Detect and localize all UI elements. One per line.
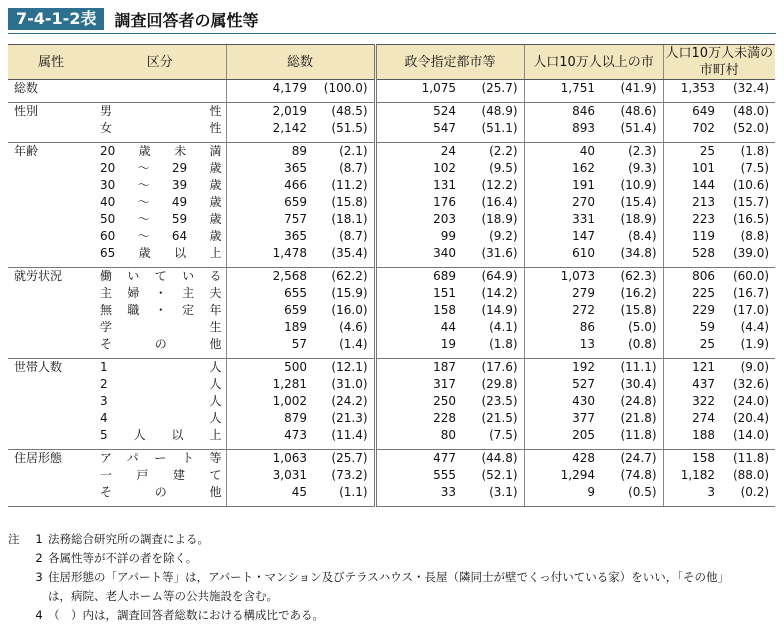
count-cell: 188 [663,427,719,444]
table-row [8,302,775,319]
count-cell: 1,075 [375,80,460,98]
row-label: 3 人 [100,394,222,408]
ratio-cell: (24.0) [732,394,770,408]
table-row [8,103,775,121]
count-cell: 3 [663,484,719,501]
note-text: 住居形態の「アパート等」は，アパート・マンション及びテラスハウス・長屋（隣同士が壁でくっ付いている家）をいい，「その他」 [48,570,729,584]
count-cell: 1,073 [524,268,599,286]
count-cell: 757 [226,211,311,228]
count-cell: 649 [663,103,719,121]
count-cell: 86 [524,319,599,336]
count-cell: 1,182 [663,467,719,484]
ratio-cell: (0.5) [628,485,657,499]
ratio-cell: (11.2) [331,178,368,192]
ratio-cell: (62.2) [331,269,368,283]
table-row [8,410,775,427]
count-cell: 33 [375,484,460,501]
ratio-cell: (24.7) [620,451,657,465]
category-label [8,177,94,194]
header-total: 総数 [226,45,375,80]
table-row [8,228,775,245]
category-label [8,245,94,262]
count-cell: 57 [226,336,311,353]
category-label [8,376,94,393]
count-cell: 331 [524,211,599,228]
ratio-cell: (39.0) [732,246,770,260]
ratio-cell: (12.1) [331,360,368,374]
ratio-cell: (17.6) [481,360,518,374]
count-cell: 340 [375,245,460,262]
ratio-cell: (0.8) [628,337,657,351]
ratio-cell: (1.8) [740,144,770,158]
header-designated-cities: 政令指定都市等 [375,45,524,80]
category-label [8,427,94,444]
table-row [8,268,775,286]
table-row [8,245,775,262]
ratio-cell: (1.9) [740,337,770,351]
ratio-cell: (11.4) [331,428,368,442]
count-cell: 250 [375,393,460,410]
count-cell: 158 [663,450,719,468]
category-label [8,160,94,177]
row-label: 一戸建て [100,468,222,482]
count-cell: 158 [375,302,460,319]
ratio-cell: (88.0) [732,468,770,482]
note-lead: 注 [8,532,20,546]
category-label [8,336,94,353]
count-cell: 25 [663,143,719,161]
note-lead [8,568,30,587]
count-cell: 25 [663,336,719,353]
count-cell: 279 [524,285,599,302]
ratio-cell: (52.1) [481,468,518,482]
count-cell: 229 [663,302,719,319]
count-cell: 437 [663,376,719,393]
count-cell: 119 [663,228,719,245]
row-label: 無職・定年 [100,303,222,317]
row-label: 20 歳 未 満 [100,144,222,158]
table-row [8,143,775,161]
ratio-cell: (1.8) [489,337,518,351]
ratio-cell: (21.8) [620,411,657,425]
count-cell: 102 [375,160,460,177]
ratio-cell: (11.8) [732,451,770,465]
note-number: 3 [35,570,43,584]
count-cell: 99 [375,228,460,245]
header-row [8,45,775,80]
note-line [8,587,778,606]
ratio-cell: (4.4) [740,320,770,334]
ratio-cell: (48.9) [481,104,518,118]
count-cell: 689 [375,268,460,286]
count-cell: 879 [226,410,311,427]
ratio-cell: (100.0) [323,81,368,95]
count-cell: 228 [375,410,460,427]
table-row [8,393,775,410]
table-row [8,160,775,177]
count-cell: 528 [663,245,719,262]
count-cell: 2,019 [226,103,311,121]
ratio-cell: (51.4) [620,121,657,135]
ratio-cell: (5.0) [628,320,657,334]
count-cell: 4,179 [226,80,311,98]
ratio-cell: (16.7) [732,286,770,300]
ratio-cell: (51.5) [331,121,368,135]
ratio-cell: (10.9) [620,178,657,192]
ratio-cell: (3.1) [489,485,518,499]
ratio-cell: (64.9) [481,269,518,283]
ratio-cell: (2.2) [489,144,518,158]
ratio-cell: (11.8) [620,428,657,442]
count-cell: 40 [524,143,599,161]
ratio-cell: (4.1) [489,320,518,334]
count-cell: 702 [663,120,719,137]
count-cell: 101 [663,160,719,177]
ratio-cell: (74.8) [620,468,657,482]
count-cell: 1,751 [524,80,599,98]
ratio-cell: (29.8) [481,377,518,391]
count-cell: 45 [226,484,311,501]
ratio-cell: (14.0) [732,428,770,442]
count-cell: 176 [375,194,460,211]
ratio-cell: (44.8) [481,451,518,465]
ratio-cell: (4.6) [339,320,368,334]
category-label: 総数 [14,81,39,95]
count-cell: 1,478 [226,245,311,262]
table-row [8,336,775,353]
category-label [8,484,94,501]
note-text: 法務総合研究所の調査による。 [48,532,209,546]
ratio-cell: (7.5) [740,161,770,175]
count-cell: 1,353 [663,80,719,98]
category-label [8,194,94,211]
row-label: 男 性 [100,104,222,118]
count-cell: 806 [663,268,719,286]
ratio-cell: (11.1) [620,360,657,374]
ratio-cell: (15.7) [732,195,770,209]
note-line [8,549,778,568]
row-label: 4 人 [100,411,222,425]
ratio-cell: (52.0) [732,121,770,135]
notes [8,530,778,625]
count-cell: 223 [663,211,719,228]
ratio-cell: (24.2) [331,394,368,408]
count-cell: 428 [524,450,599,468]
ratio-cell: (9.3) [628,161,657,175]
category-label: 世帯人数 [14,360,63,374]
header-section: 区分 [94,45,226,80]
count-cell: 131 [375,177,460,194]
count-cell: 144 [663,177,719,194]
count-cell: 473 [226,427,311,444]
table-row [8,376,775,393]
count-cell: 610 [524,245,599,262]
ratio-cell: (21.5) [481,411,518,425]
ratio-cell: (9.5) [489,161,518,175]
count-cell: 1,063 [226,450,311,468]
row-label: 40 ～ 49 歳 [100,195,222,209]
row-label: 主婦・主夫 [100,286,222,300]
category-label: 性別 [14,104,39,118]
count-cell: 655 [226,285,311,302]
table-row [8,484,775,501]
count-cell: 659 [226,194,311,211]
row-label: 30 ～ 39 歳 [100,178,222,192]
ratio-cell: (8.7) [339,161,368,175]
category-label: 住居形態 [14,451,63,465]
count-cell: 846 [524,103,599,121]
count-cell: 1,002 [226,393,311,410]
ratio-cell: (1.1) [339,485,368,499]
ratio-cell: (62.3) [620,269,657,283]
ratio-cell: (18.1) [331,212,368,226]
table-row [8,319,775,336]
count-cell: 189 [226,319,311,336]
note-text: （ ）内は，調査回答者総数における構成比である。 [48,608,324,622]
count-cell: 365 [226,160,311,177]
count-cell: 1,281 [226,376,311,393]
count-cell: 466 [226,177,311,194]
ratio-cell: (16.4) [481,195,518,209]
ratio-cell: (21.3) [331,411,368,425]
count-cell: 317 [375,376,460,393]
count-cell: 192 [524,359,599,377]
note-line [8,606,778,625]
row-label: 5 人 以 上 [100,428,222,442]
ratio-cell: (9.2) [489,229,518,243]
row-label: 20 ～ 29 歳 [100,161,222,175]
note-number: 1 [35,532,43,546]
ratio-cell: (16.0) [331,303,368,317]
count-cell: 147 [524,228,599,245]
count-cell: 430 [524,393,599,410]
count-cell: 59 [663,319,719,336]
ratio-cell: (10.6) [732,178,770,192]
category-label [8,285,94,302]
count-cell: 203 [375,211,460,228]
ratio-cell: (30.4) [620,377,657,391]
row-label: そ の 他 [100,485,222,499]
table-row [8,194,775,211]
count-cell: 187 [375,359,460,377]
ratio-cell: (23.5) [481,394,518,408]
count-cell: 205 [524,427,599,444]
ratio-cell: (17.0) [732,303,770,317]
ratio-cell: (12.2) [481,178,518,192]
category-label [8,211,94,228]
ratio-cell: (35.4) [331,246,368,260]
row-label: 60 ～ 64 歳 [100,229,222,243]
count-cell: 524 [375,103,460,121]
ratio-cell: (14.9) [481,303,518,317]
count-cell: 3,031 [226,467,311,484]
table-row [8,427,775,444]
count-cell: 121 [663,359,719,377]
row-label: 2 人 [100,377,222,391]
note-text: は，病院、老人ホーム等の公共施設を含む。 [48,589,278,603]
count-cell: 274 [663,410,719,427]
header-small-municipalities: 人口10万人未満の市町村 [663,45,775,80]
note-text: 各属性等が不詳の者を除く。 [48,551,198,565]
count-cell: 2,568 [226,268,311,286]
count-cell: 555 [375,467,460,484]
count-cell: 2,142 [226,120,311,137]
header-large-cities: 人口10万人以上の市 [524,45,663,80]
note-number: 4 [35,608,43,622]
ratio-cell: (0.2) [740,485,770,499]
ratio-cell: (15.8) [331,195,368,209]
table-row [8,211,775,228]
ratio-cell: (48.0) [732,104,770,118]
table-number-badge: 7-4-1-2表 [8,8,104,30]
count-cell: 24 [375,143,460,161]
row-label: 1 人 [100,360,222,374]
ratio-cell: (2.3) [628,144,657,158]
count-cell: 270 [524,194,599,211]
count-cell: 1,294 [524,467,599,484]
category-label: 就労状況 [14,269,63,283]
ratio-cell: (8.4) [628,229,657,243]
ratio-cell: (34.8) [620,246,657,260]
count-cell: 213 [663,194,719,211]
category-label [8,228,94,245]
ratio-cell: (48.5) [331,104,368,118]
count-cell: 19 [375,336,460,353]
count-cell: 893 [524,120,599,137]
ratio-cell: (18.9) [481,212,518,226]
table-row [8,285,775,302]
category-label: 年齢 [14,144,39,158]
group-divider [8,501,775,507]
ratio-cell: (16.2) [620,286,657,300]
category-label [8,467,94,484]
count-cell: 547 [375,120,460,137]
count-cell: 13 [524,336,599,353]
ratio-cell: (9.0) [740,360,770,374]
ratio-cell: (41.9) [620,81,657,95]
row-label: 学 生 [100,320,222,334]
ratio-cell: (2.1) [339,144,368,158]
count-cell: 162 [524,160,599,177]
table-row [8,467,775,484]
count-cell: 322 [663,393,719,410]
ratio-cell: (51.1) [481,121,518,135]
note-lead [8,587,30,606]
ratio-cell: (14.2) [481,286,518,300]
note-number: 2 [35,551,43,565]
header-attribute: 属性 [8,45,94,80]
table-row [8,359,775,377]
row-label: そ の 他 [100,337,222,351]
ratio-cell: (31.6) [481,246,518,260]
row-label: アパート等 [100,451,222,465]
table-body [8,80,775,507]
row-label: 50 ～ 59 歳 [100,212,222,226]
count-cell: 80 [375,427,460,444]
count-cell: 377 [524,410,599,427]
ratio-cell: (18.9) [620,212,657,226]
ratio-cell: (32.6) [732,377,770,391]
category-label [8,120,94,137]
title-underline [8,33,776,34]
count-cell: 225 [663,285,719,302]
ratio-cell: (31.0) [331,377,368,391]
category-label [8,302,94,319]
count-cell: 527 [524,376,599,393]
ratio-cell: (24.8) [620,394,657,408]
ratio-cell: (20.4) [732,411,770,425]
count-cell: 659 [226,302,311,319]
table-title [8,7,776,31]
ratio-cell: (48.6) [620,104,657,118]
count-cell: 365 [226,228,311,245]
ratio-cell: (1.4) [339,337,368,351]
row-label: 女 性 [100,121,222,135]
ratio-cell: (7.5) [489,428,518,442]
count-cell: 500 [226,359,311,377]
note-line [8,530,778,549]
ratio-cell: (15.8) [620,303,657,317]
row-label: 働いている [100,269,222,283]
ratio-cell: (73.2) [331,468,368,482]
ratio-cell: (32.4) [732,81,770,95]
count-cell: 89 [226,143,311,161]
row-label: 65 歳 以 上 [100,246,222,260]
table-row [8,450,775,468]
note-number [30,587,48,606]
count-cell: 9 [524,484,599,501]
category-label [8,319,94,336]
count-cell: 191 [524,177,599,194]
count-cell: 272 [524,302,599,319]
category-label [8,410,94,427]
table-row [8,120,775,137]
table-row [8,177,775,194]
ratio-cell: (60.0) [732,269,770,283]
count-cell: 151 [375,285,460,302]
table-row [8,80,775,98]
note-lead [8,606,30,625]
ratio-cell: (15.9) [331,286,368,300]
category-label [8,393,94,410]
ratio-cell: (25.7) [331,451,368,465]
table-title-text: 調査回答者の属性等 [114,10,259,30]
ratio-cell: (8.7) [339,229,368,243]
ratio-cell: (25.7) [481,81,518,95]
note-line [8,568,778,587]
attribute-table [8,44,775,507]
ratio-cell: (8.8) [740,229,770,243]
ratio-cell: (16.5) [732,212,770,226]
note-lead [8,549,30,568]
count-cell: 477 [375,450,460,468]
ratio-cell: (15.4) [620,195,657,209]
count-cell: 44 [375,319,460,336]
